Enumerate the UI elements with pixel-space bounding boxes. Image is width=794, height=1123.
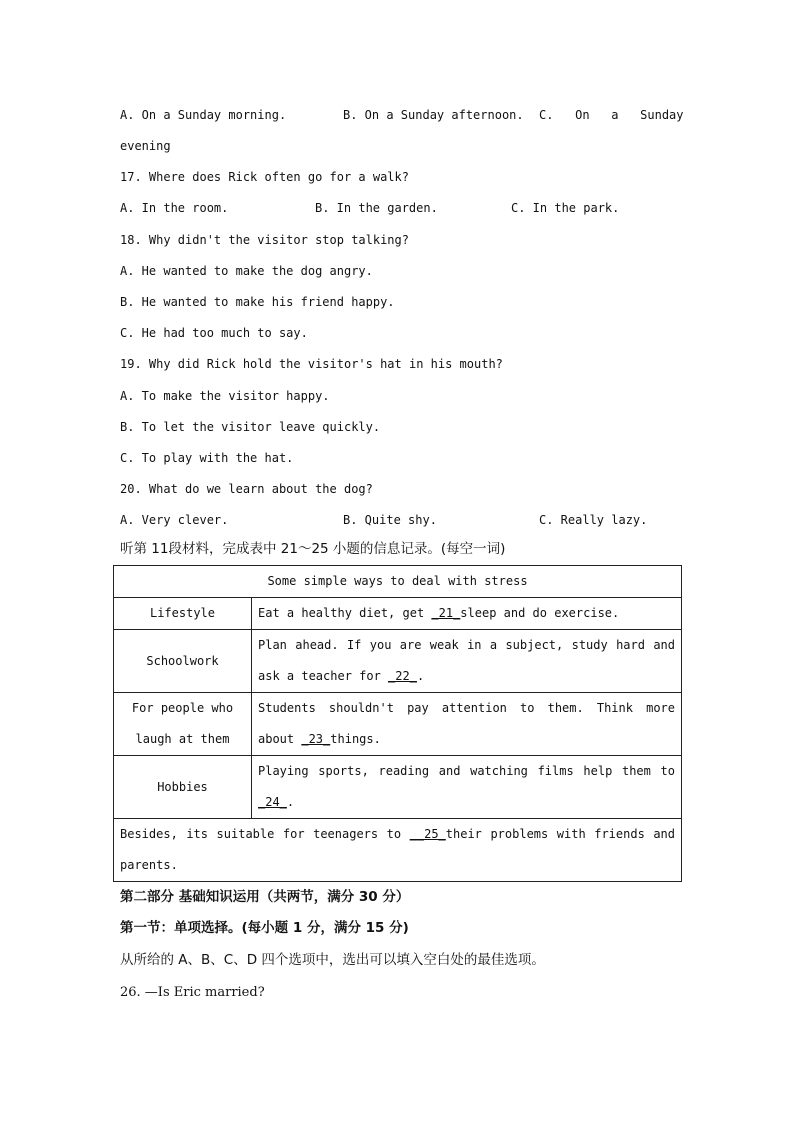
blank-25: __25_: [409, 827, 446, 841]
stress-table: [113, 565, 682, 882]
footer-text: their problems with friends and parents.: [120, 827, 676, 872]
q20-option-a: A. Very clever.: [120, 513, 229, 527]
blank-21: _21_: [431, 606, 461, 620]
row-text: Playing sports, reading and watching films help them to: [258, 764, 675, 778]
table-row: [114, 598, 682, 630]
q20-option-b: B. Quite shy.: [343, 513, 437, 527]
table-title: Some simple ways to deal with stress: [114, 566, 682, 598]
section-1-title: 第一节：单项选择。(每小题 1 分，满分 15 分): [120, 920, 409, 936]
q19-option-b: B. To let the visitor leave quickly.: [120, 420, 381, 434]
table-row: [114, 756, 682, 819]
row-text: Eat a healthy diet, get: [258, 606, 432, 620]
q26-stem: 26. —Is Eric married?: [120, 985, 265, 1000]
q18-option-b: B. He wanted to make his friend happy.: [120, 295, 395, 309]
q20-stem: 20. What do we learn about the dog?: [120, 482, 373, 496]
blank-24: _24_: [258, 795, 287, 809]
table-row: [114, 693, 682, 756]
q17-option-c: C. In the park.: [511, 201, 620, 215]
section-1-instruction: 从所给的 A、B、C、D 四个选项中，选出可以填入空白处的最佳选项。: [120, 952, 545, 968]
row-key-lifestyle: Lifestyle: [114, 598, 252, 630]
q19-stem: 19. Why did Rick hold the visitor's hat in his mouth?: [120, 357, 503, 371]
table-footer: [114, 819, 682, 882]
row-key-people: For people who laugh at them: [114, 693, 252, 756]
row-text: .: [416, 669, 425, 683]
section-11-instruction: 听第 11段材料，完成表中 21～25 小题的信息记录。(每空一词): [120, 541, 506, 557]
table-title-row: [114, 566, 682, 598]
row-text: things.: [330, 732, 381, 746]
blank-23: _23_: [301, 732, 331, 746]
q16-option-c-cont: evening: [120, 139, 171, 153]
q17-stem: 17. Where does Rick often go for a walk?: [120, 170, 409, 184]
q16-option-c: C. On a Sunday: [539, 108, 684, 122]
blank-22: _22_: [388, 669, 417, 683]
q19-option-c: C. To play with the hat.: [120, 451, 294, 465]
row-text: sleep and do exercise.: [460, 606, 620, 620]
q17-option-b: B. In the garden.: [315, 201, 438, 215]
row-value-lifestyle: [252, 598, 682, 630]
table-row: [114, 630, 682, 693]
q16-option-a: A. On a Sunday morning.: [120, 108, 287, 122]
row-key-hobbies: Hobbies: [114, 756, 252, 819]
part-2-title: 第二部分 基础知识运用（共两节，满分 30 分）: [120, 889, 410, 905]
row-value-people: [252, 693, 682, 756]
q20-option-c: C. Really lazy.: [539, 513, 648, 527]
q19-option-a: A. To make the visitor happy.: [120, 389, 330, 403]
row-value-hobbies: [252, 756, 682, 819]
q18-option-c: C. He had too much to say.: [120, 326, 308, 340]
row-text: Plan ahead. If you are weak in a subject, study hard and ask a teacher for: [258, 638, 675, 683]
row-key-schoolwork: Schoolwork: [114, 630, 252, 693]
q17-option-a: A. In the room.: [120, 201, 229, 215]
row-value-schoolwork: [252, 630, 682, 693]
row-text: .: [286, 795, 295, 809]
q16-option-b: B. On a Sunday afternoon.: [343, 108, 524, 122]
row-text: Students shouldn't pay attention to them. Think more about: [258, 701, 675, 746]
q18-option-a: A. He wanted to make the dog angry.: [120, 264, 373, 278]
footer-text: Besides, its suitable for teenagers to: [120, 827, 410, 841]
table-footer-row: [114, 819, 682, 882]
q18-stem: 18. Why didn't the visitor stop talking?: [120, 233, 409, 247]
